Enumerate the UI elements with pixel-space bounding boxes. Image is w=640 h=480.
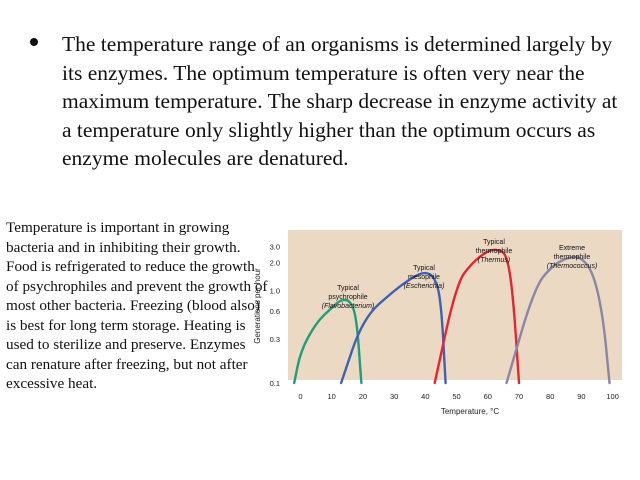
x-tick-labels — [298, 392, 618, 401]
series-label: Extreme — [558, 245, 586, 252]
x-tick-label: 70 — [514, 392, 524, 401]
y-tick-label: 0.6 — [269, 307, 280, 317]
x-tick-label: 10 — [327, 392, 336, 401]
y-tick-label: 3.0 — [269, 242, 280, 252]
x-tick-label: 90 — [577, 392, 586, 401]
y-axis-label: Generations per hour — [253, 268, 262, 344]
series-label: Typical — [337, 285, 359, 292]
series-label: (Flavobacterium) — [321, 303, 375, 310]
x-tick-label: 0 — [298, 392, 303, 401]
y-tick-labels — [270, 242, 280, 388]
y-tick-label: 2.0 — [269, 258, 280, 268]
series-label: (Thermococcus) — [546, 263, 598, 270]
side-note: Temperature is important in growing bacteria and in inhibiting their growth. Food is refrigerated to reduce the growth of psychrophiles and prevent the growth of most other bacteria. Freezing (blood also) is best for long term storage. Heating is used to sterilize and preserve. Enzymes can renature after freezing, but not after excessive heat. — [6, 219, 268, 392]
chart-svg — [250, 226, 630, 426]
x-tick-label: 40 — [421, 392, 430, 401]
x-tick-label: 80 — [546, 392, 555, 401]
x-axis-label: Temperature, °C — [440, 407, 500, 416]
x-tick-label: 100 — [606, 392, 619, 401]
series-label: (Thermus) — [477, 257, 511, 264]
main-bullet-text: The temperature range of an organisms is determined largely by its enzymes. The optimum temperature is often very near the maximum temperature. The sharp decrease in enzyme activity at a temperature only slightly higher than the optimum occurs as enzyme molecules are denatured. — [62, 32, 618, 171]
bullet-dot — [30, 38, 38, 46]
x-tick-label: 60 — [483, 392, 492, 401]
x-tick-label: 50 — [452, 392, 461, 401]
y-tick-label: 1.0 — [269, 286, 280, 296]
series-label: (Escherichia) — [403, 283, 445, 290]
growth-rate-chart — [250, 226, 630, 426]
series-label: Typical — [413, 265, 435, 272]
series-label: mesophile — [408, 274, 440, 281]
series-label: Typical — [483, 239, 505, 246]
series-label: psychrophile — [328, 294, 368, 301]
y-tick-label: 0.1 — [269, 379, 280, 388]
series-label: thermophile — [475, 248, 513, 255]
x-tick-label: 30 — [389, 392, 399, 401]
x-tick-label: 20 — [358, 392, 368, 401]
y-tick-label: 0.3 — [269, 334, 280, 344]
series-label: thermophile — [553, 254, 591, 261]
